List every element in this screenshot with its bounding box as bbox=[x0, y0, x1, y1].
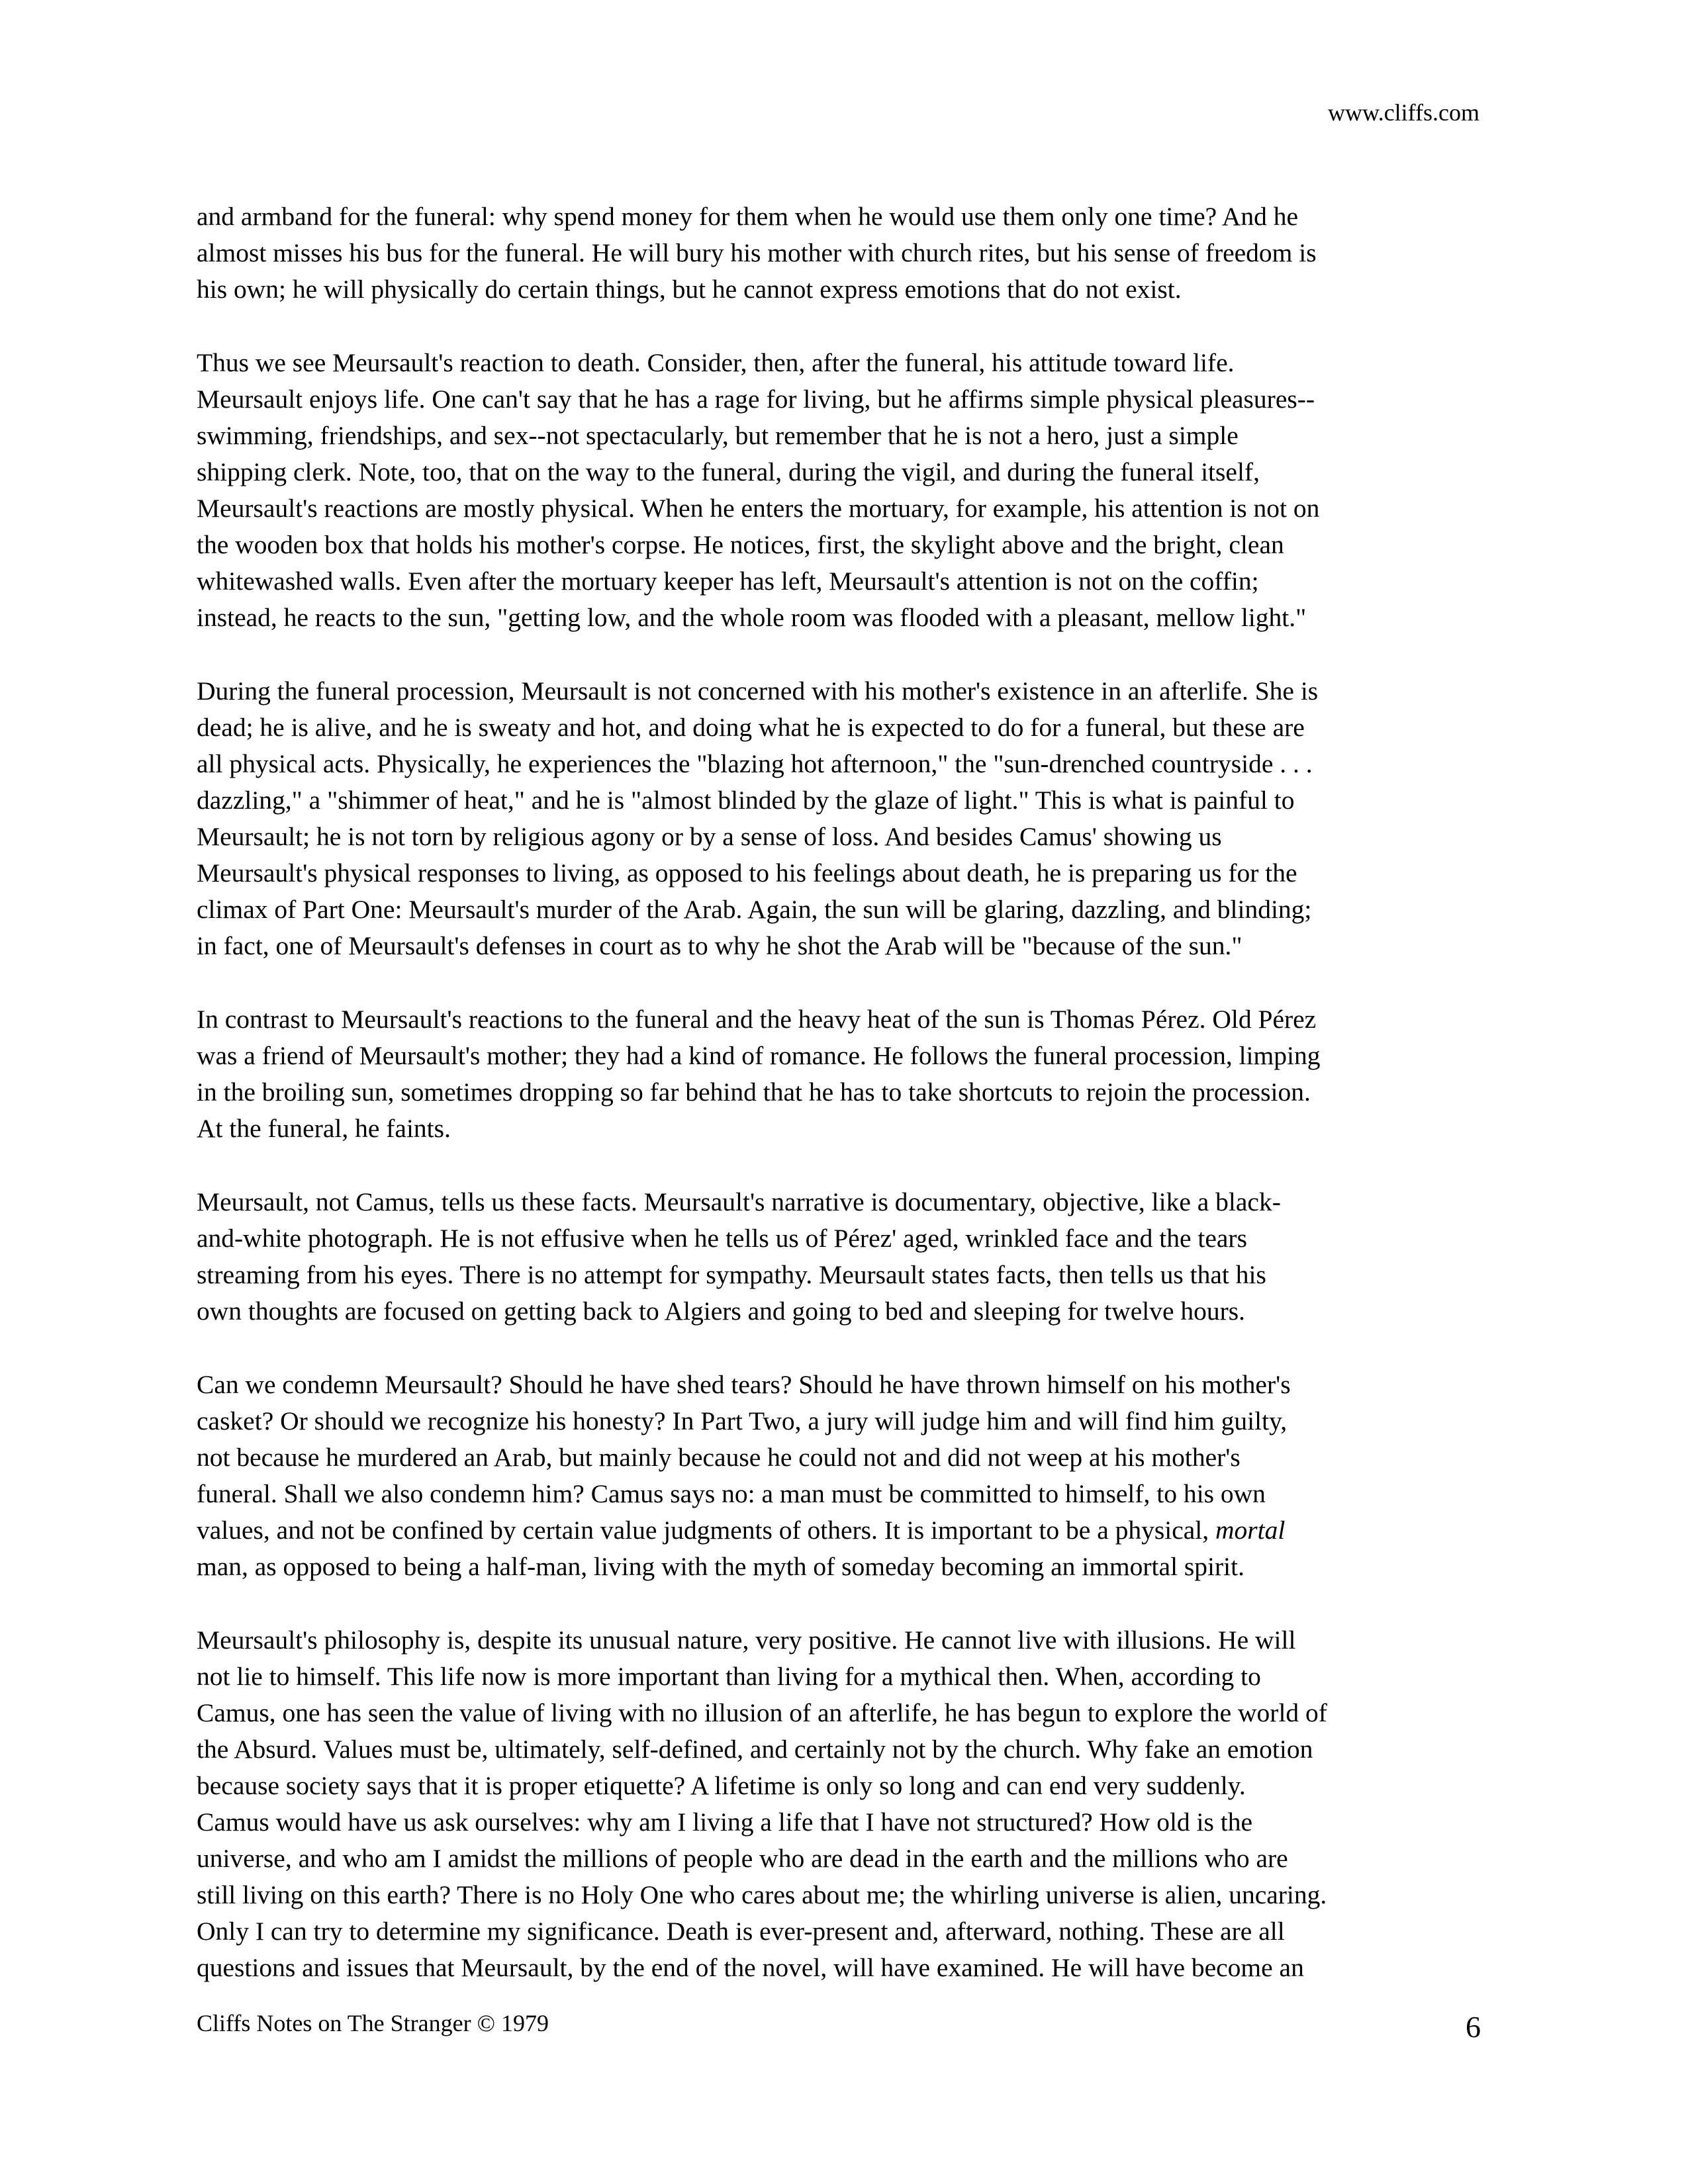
paragraph-7 bbox=[197, 1622, 1494, 1986]
page-number: 6 bbox=[1466, 2010, 1481, 2044]
text-line: streaming from his eyes. There is no attempt for sympathy. Meursault states facts, then tells us that his bbox=[197, 1260, 1266, 1289]
text-line: Meursault's reactions are mostly physical. When he enters the mortuary, for example, his attention is not on bbox=[197, 494, 1320, 523]
text-line: and-white photograph. He is not effusive when he tells us of Pérez' aged, wrinkled face and the tears bbox=[197, 1224, 1247, 1253]
text-line: instead, he reacts to the sun, "getting low, and the whole room was flooded with a pleasant, mellow light." bbox=[197, 603, 1307, 632]
text-line: the Absurd. Values must be, ultimately, self-defined, and certainly not by the church. Why fake an emotion bbox=[197, 1735, 1313, 1764]
paragraph-4 bbox=[197, 1001, 1494, 1147]
text-line: Meursault, not Camus, tells us these facts. Meursault's narrative is documentary, objective, like a black- bbox=[197, 1187, 1281, 1216]
header-url: www.cliffs.com bbox=[1328, 99, 1479, 126]
text-line: Thus we see Meursault's reaction to death. Consider, then, after the funeral, his attitude toward life. bbox=[197, 348, 1235, 377]
text-line bbox=[197, 1512, 1494, 1549]
text-line: casket? Or should we recognize his honesty? In Part Two, a jury will judge him and will find him guilty, bbox=[197, 1406, 1288, 1435]
text-line: funeral. Shall we also condemn him? Camus says no: a man must be committed to himself, to his own bbox=[197, 1479, 1266, 1508]
document-body bbox=[197, 199, 1494, 2023]
text-line: Meursault enjoys life. One can't say that he has a rage for living, but he affirms simple physical pleasures-- bbox=[197, 385, 1315, 414]
text-line: own thoughts are focused on getting back to Algiers and going to bed and sleeping for twelve hours. bbox=[197, 1297, 1246, 1326]
text-line: whitewashed walls. Even after the mortuary keeper has left, Meursault's attention is not on the coffin; bbox=[197, 567, 1259, 596]
text-line: dazzling," a "shimmer of heat," and he is "almost blinded by the glaze of light." This is what is painful to bbox=[197, 786, 1295, 815]
text-line: In contrast to Meursault's reactions to the funeral and the heavy heat of the sun is Thomas Pérez. Old Pérez bbox=[197, 1005, 1317, 1034]
text-line: almost misses his bus for the funeral. He will bury his mother with church rites, but his sense of freedom is bbox=[197, 238, 1317, 267]
paragraph-6 bbox=[197, 1367, 1494, 1585]
text-line: Camus would have us ask ourselves: why am I living a life that I have not structured? How old is the bbox=[197, 1807, 1253, 1837]
text-line: his own; he will physically do certain things, but he cannot express emotions that do not exist. bbox=[197, 275, 1182, 304]
text-line: universe, and who am I amidst the millions of people who are dead in the earth and the millions who are bbox=[197, 1844, 1288, 1873]
text-line: because society says that it is proper etiquette? A lifetime is only so long and can end very suddenly. bbox=[197, 1771, 1246, 1800]
text-line: swimming, friendships, and sex--not spectacularly, but remember that he is not a hero, just a simple bbox=[197, 421, 1239, 450]
text-line: not lie to himself. This life now is more important than living for a mythical then. When, according to bbox=[197, 1662, 1261, 1691]
paragraph-1 bbox=[197, 199, 1494, 308]
text-line: Meursault's philosophy is, despite its unusual nature, very positive. He cannot live with illusions. He will bbox=[197, 1625, 1296, 1655]
text-line: Meursault; he is not torn by religious agony or by a sense of loss. And besides Camus' showing us bbox=[197, 822, 1222, 851]
text-line: dead; he is alive, and he is sweaty and hot, and doing what he is expected to do for a funeral, but these are bbox=[197, 713, 1305, 742]
paragraph-5 bbox=[197, 1184, 1494, 1330]
text-line: climax of Part One: Meursault's murder of the Arab. Again, the sun will be glaring, dazzling, and blinding; bbox=[197, 895, 1312, 924]
text-line: man, as opposed to being a half-man, living with the myth of someday becoming an immortal spirit. bbox=[197, 1552, 1244, 1581]
emphasized-word: mortal bbox=[1215, 1516, 1286, 1545]
paragraph-2 bbox=[197, 345, 1494, 636]
text-line: Can we condemn Meursault? Should he have shed tears? Should he have thrown himself on his mother's bbox=[197, 1370, 1291, 1399]
text-line: all physical acts. Physically, he experiences the "blazing hot afternoon," the "sun-drenched countryside . . . bbox=[197, 749, 1313, 778]
paragraph-3 bbox=[197, 673, 1494, 964]
text-segment: values, and not be confined by certain value judgments of others. It is important to be a physical, bbox=[197, 1516, 1209, 1545]
text-line: questions and issues that Meursault, by the end of the novel, will have examined. He will have become an bbox=[197, 1953, 1304, 1982]
text-line: At the funeral, he faints. bbox=[197, 1114, 451, 1143]
text-line: shipping clerk. Note, too, that on the way to the funeral, during the vigil, and during the funeral itself, bbox=[197, 457, 1260, 486]
text-line: the wooden box that holds his mother's corpse. He notices, first, the skylight above and the bright, clean bbox=[197, 530, 1284, 559]
text-line: in the broiling sun, sometimes dropping so far behind that he has to take shortcuts to rejoin the procession. bbox=[197, 1077, 1311, 1107]
text-line: not because he murdered an Arab, but mainly because he could not and did not weep at his mother's bbox=[197, 1443, 1241, 1472]
text-line: was a friend of Meursault's mother; they had a kind of romance. He follows the funeral procession, limping bbox=[197, 1041, 1321, 1070]
text-line: During the funeral procession, Meursault is not concerned with his mother's existence in an afterlife. She is bbox=[197, 676, 1319, 705]
text-line: Only I can try to determine my significance. Death is ever-present and, afterward, nothing. These are all bbox=[197, 1917, 1285, 1946]
footer-citation: Cliffs Notes on The Stranger © 1979 bbox=[197, 2010, 549, 2036]
text-line: still living on this earth? There is no Holy One who cares about me; the whirling universe is alien, uncaring. bbox=[197, 1880, 1327, 1909]
text-line: Meursault's physical responses to living, as opposed to his feelings about death, he is preparing us for the bbox=[197, 858, 1297, 887]
text-line: Camus, one has seen the value of living with no illusion of an afterlife, he has begun to explore the world of bbox=[197, 1698, 1327, 1727]
text-line: in fact, one of Meursault's defenses in court as to why he shot the Arab will be "because of the sun." bbox=[197, 931, 1243, 960]
text-line: and armband for the funeral: why spend money for them when he would use them only one time? And he bbox=[197, 202, 1299, 231]
